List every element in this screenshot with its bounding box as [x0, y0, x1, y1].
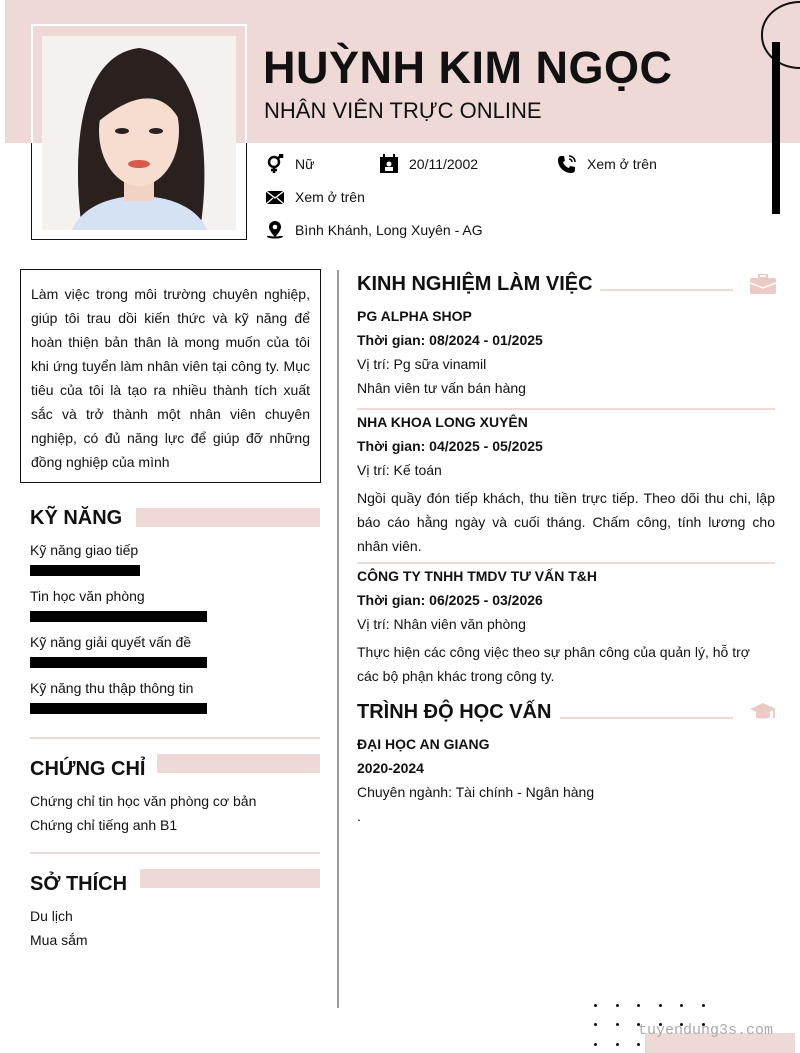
contact-email — [265, 187, 365, 207]
divider — [30, 737, 320, 739]
decorative-dot — [616, 1004, 619, 1007]
contact-phone — [557, 154, 657, 174]
skill-level-bar — [30, 611, 207, 622]
experience-company: CÔNG TY TNHH TMDV TƯ VẤN T&H — [357, 568, 598, 584]
decorative-dot — [594, 1023, 597, 1026]
skills-heading: KỸ NĂNG — [30, 507, 123, 529]
skill-level-bar — [30, 657, 207, 668]
calendar-icon — [379, 154, 399, 174]
hobbies-heading: SỞ THÍCH — [30, 873, 128, 895]
column-divider — [337, 270, 339, 1008]
phone-icon — [557, 154, 577, 174]
experience-description: Nhân viên tư vấn bán hàng — [357, 380, 526, 396]
decorative-dot — [616, 1043, 619, 1046]
decorative-dot — [680, 1004, 683, 1007]
candidate-name: HUỲNH KIM NGỌC — [263, 42, 673, 93]
experience-company: PG ALPHA SHOP — [357, 308, 472, 324]
job-title: NHÂN VIÊN TRỰC ONLINE — [264, 98, 542, 123]
hobbies-heading-bar — [140, 869, 320, 888]
gender-icon — [265, 154, 285, 174]
experience-description: Ngồi quầy đón tiếp khách, thu tiền trực tiếp. Theo dõi thu chi, lập báo cáo hằng ngày và cuối tháng. Chấm công, tính lương cho nhân viên. — [357, 490, 775, 554]
divider — [30, 852, 320, 854]
skill-label: Kỹ năng thu thập thông tin — [30, 680, 194, 696]
decorative-bar — [772, 42, 780, 214]
skill-level-bar — [30, 703, 207, 714]
skill-label: Kỹ năng giao tiếp — [30, 542, 139, 558]
address-value: Bình Khánh, Long Xuyên - AG — [295, 222, 483, 238]
divider — [357, 408, 775, 410]
skill-label: Kỹ năng giải quyết vấn đề — [30, 634, 192, 650]
certificate-item: Chứng chỉ tiếng anh B1 — [30, 817, 178, 833]
decorative-dot — [702, 1004, 705, 1007]
education-note: . — [357, 808, 361, 824]
briefcase-icon — [750, 274, 776, 294]
decorative-dot — [616, 1023, 619, 1026]
skills-heading-bar — [136, 508, 320, 527]
decorative-dot — [594, 1043, 597, 1046]
certificates-heading: CHỨNG CHỈ — [30, 758, 146, 780]
experience-time: Thời gian: 08/2024 - 01/2025 — [357, 332, 543, 348]
divider — [357, 562, 775, 564]
birthday-value: 20/11/2002 — [409, 156, 479, 172]
experience-time: Thời gian: 04/2025 - 05/2025 — [357, 438, 543, 454]
career-objective: Làm việc trong môi trường chuyên nghiệp, giúp tôi trau dồi kiến thức và kỹ năng để hoàn thiện bản thân là mong muốn của tôi khi ứng tuyển làm nhân viên tại công ty. Mục tiêu của tôi là tạo ra nhiều thành tích xuất sắc và trở thành một nhân viên chuyên nghiệp, có đủ năng lực để giúp đỡ những đồng nghiệp của mình — [20, 269, 321, 483]
experience-heading: KINH NGHIỆM LÀM VIỆC — [357, 273, 593, 295]
skill-label: Tin học văn phòng — [30, 588, 145, 604]
phone-value: Xem ở trên — [587, 156, 657, 172]
decorative-dot — [637, 1043, 640, 1046]
certificate-item: Chứng chỉ tin học văn phòng cơ bản — [30, 793, 257, 809]
contact-address — [265, 220, 483, 240]
education-heading-line — [560, 717, 733, 719]
decorative-dot — [659, 1004, 662, 1007]
experience-time: Thời gian: 06/2025 - 03/2026 — [357, 592, 543, 608]
envelope-icon — [265, 187, 285, 207]
experience-description: Thực hiện các công việc theo sự phân công của quản lý, hỗ trợ các bộ phận khác trong công ty. — [357, 644, 750, 684]
experience-position: Vị trí: Pg sữa vinamil — [357, 356, 487, 372]
education-major: Chuyên ngành: Tài chính - Ngân hàng — [357, 784, 595, 800]
experience-position: Vị trí: Nhân viên văn phòng — [357, 616, 526, 632]
skill-level-bar — [30, 565, 140, 576]
education-heading: TRÌNH ĐỘ HỌC VẤN — [357, 701, 552, 723]
watermark: tuyendung3s.com — [638, 1022, 774, 1039]
email-value: Xem ở trên — [295, 189, 365, 205]
location-pin-icon — [265, 220, 285, 240]
experience-heading-line — [600, 289, 733, 291]
profile-photo — [42, 36, 236, 230]
gender-value: Nữ — [295, 156, 315, 172]
experience-company: NHA KHOA LONG XUYÊN — [357, 414, 528, 430]
certificates-heading-bar — [157, 754, 320, 773]
graduation-cap-icon — [750, 702, 776, 722]
education-years: 2020-2024 — [357, 760, 424, 776]
hobby-item: Mua sắm — [30, 932, 88, 948]
contact-gender — [265, 154, 314, 174]
contact-birthday — [379, 154, 478, 174]
experience-position: Vị trí: Kế toán — [357, 462, 442, 478]
decorative-dot — [637, 1004, 640, 1007]
hobby-item: Du lịch — [30, 908, 73, 924]
decorative-dot — [594, 1004, 597, 1007]
education-school: ĐẠI HỌC AN GIANG — [357, 736, 490, 752]
